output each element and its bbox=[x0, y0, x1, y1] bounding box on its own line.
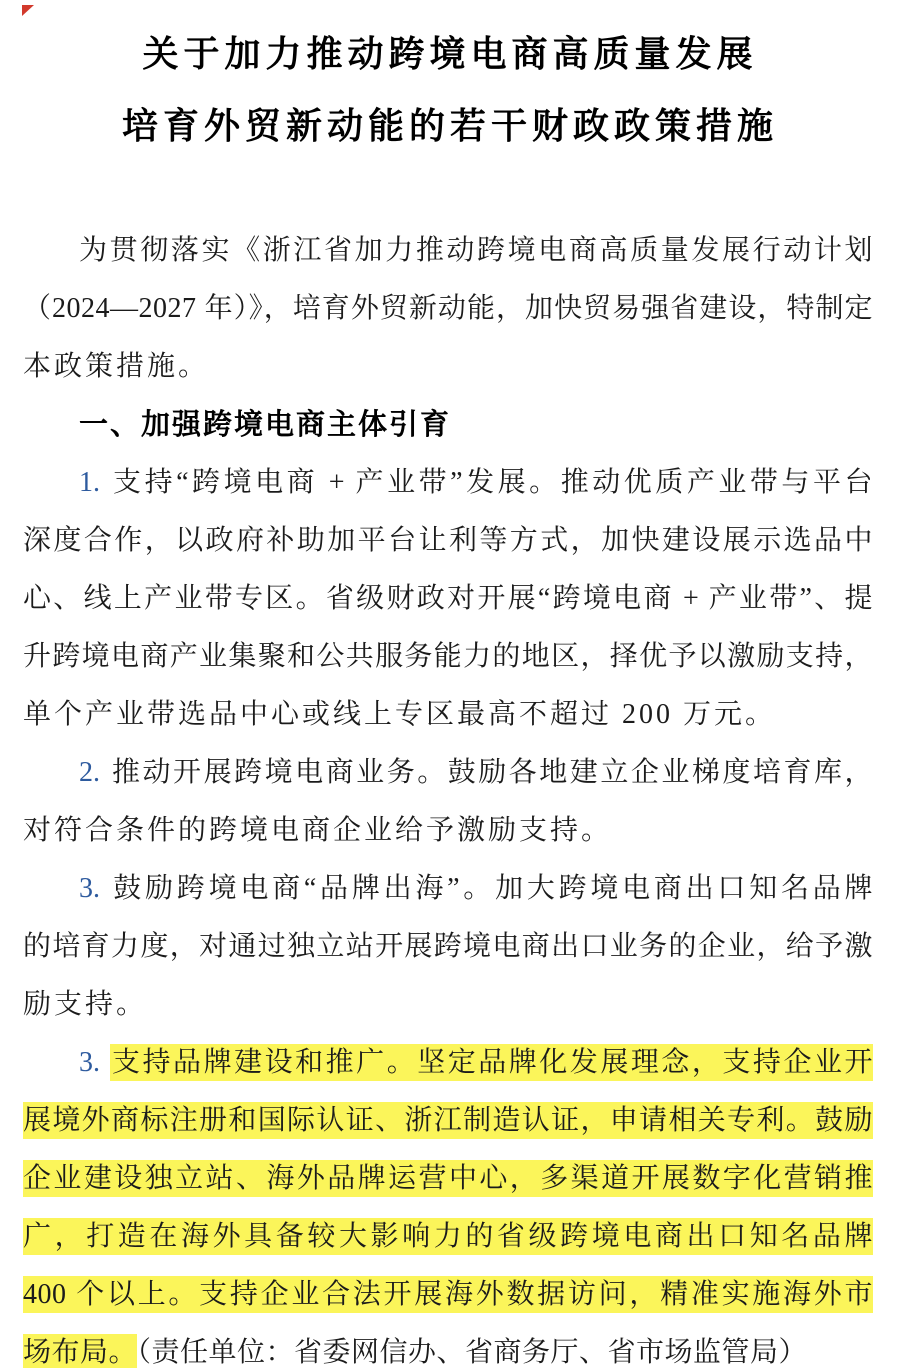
body-line-text: 推动开展跨境电商业务。鼓励各地建立企业梯度培育库， bbox=[110, 757, 873, 788]
document-body bbox=[23, 222, 873, 1368]
body-line bbox=[23, 860, 873, 918]
highlighted-text: 支持品牌建设和推广。坚定品牌化发展理念，支持企业开 bbox=[110, 1044, 873, 1081]
body-line bbox=[23, 1150, 873, 1208]
body-line bbox=[23, 1092, 873, 1150]
body-line: 本政策措施。 bbox=[23, 351, 210, 382]
list-number: 1. bbox=[79, 467, 100, 498]
body-line: 的培育力度，对通过独立站开展跨境电商出口业务的企业，给予激 bbox=[23, 931, 873, 962]
body-line: 单个产业带选品中心或线上专区最高不超过 200 万元。 bbox=[23, 699, 777, 730]
body-line: 励支持。 bbox=[23, 989, 148, 1020]
list-number: 2. bbox=[79, 757, 100, 788]
highlighted-text: 广，打造在海外具备较大影响力的省级跨境电商出口知名品牌 bbox=[23, 1218, 873, 1255]
body-line: （2024—2027 年）》，培育外贸新动能，加快贸易强省建设，特制定 bbox=[23, 293, 873, 324]
body-line-text: 鼓励跨境电商“品牌出海”。加大跨境电商出口知名品牌 bbox=[110, 873, 873, 904]
body-line: 心、线上产业带专区。省级财政对开展“跨境电商 + 产业带”、提 bbox=[23, 583, 873, 614]
body-line: 为贯彻落实《浙江省加力推动跨境电商高质量发展行动计划 bbox=[79, 235, 873, 266]
responsible-units-text: （责任单位：省委网信办、省商务厅、省市场监管局） bbox=[137, 1337, 808, 1368]
highlighted-text: 展境外商标注册和国际认证、浙江制造认证，申请相关专利。鼓励 bbox=[23, 1102, 873, 1139]
highlighted-text: 企业建设独立站、海外品牌运营中心，多渠道开展数字化营销推 bbox=[23, 1160, 873, 1197]
body-line bbox=[23, 1324, 873, 1368]
body-line: 深度合作，以政府补助加平台让利等方式，加快建设展示选品中 bbox=[23, 525, 873, 556]
document-title-line-1: 关于加力推动跨境电商高质量发展 bbox=[142, 34, 758, 74]
red-corner-mark bbox=[22, 5, 34, 16]
list-number: 3. bbox=[79, 1047, 100, 1078]
document-title-line-2: 培育外贸新动能的若干财政政策措施 bbox=[121, 106, 778, 146]
body-line bbox=[23, 1266, 873, 1324]
section-heading: 一、加强跨境电商主体引育 bbox=[79, 409, 452, 441]
highlighted-text: 场布局。 bbox=[23, 1334, 137, 1368]
body-line-text: 支持“跨境电商 + 产业带”发展。推动优质产业带与平台 bbox=[110, 467, 873, 498]
body-line bbox=[23, 1034, 873, 1092]
body-line: 对符合条件的跨境电商企业给予激励支持。 bbox=[23, 815, 613, 846]
body-line bbox=[23, 744, 873, 802]
body-line bbox=[23, 1208, 873, 1266]
highlighted-text: 400 个以上。支持企业合法开展海外数据访问，精准实施海外市 bbox=[23, 1276, 873, 1313]
list-number: 3. bbox=[79, 873, 100, 904]
body-line bbox=[23, 454, 873, 512]
body-line: 升跨境电商产业集聚和公共服务能力的地区，择优予以激励支持， bbox=[23, 641, 873, 672]
